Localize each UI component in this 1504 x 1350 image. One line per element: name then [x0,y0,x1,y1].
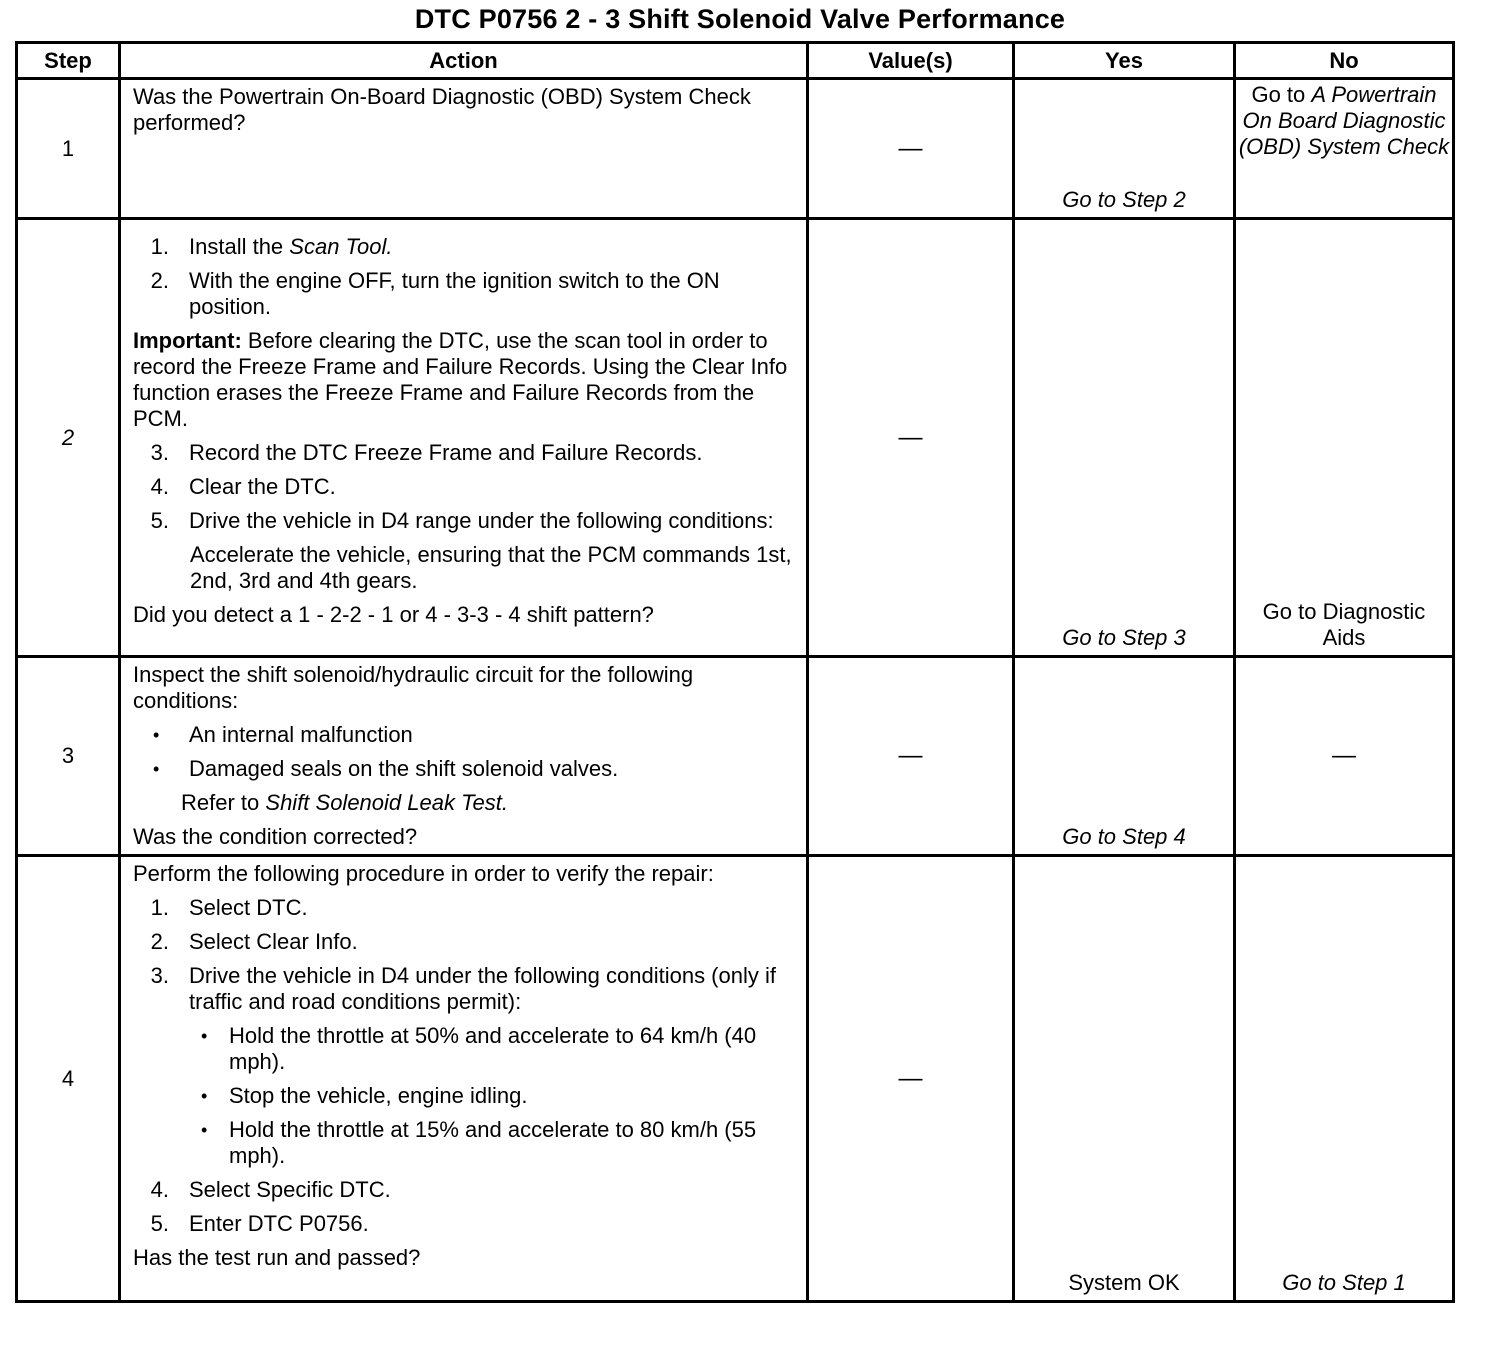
diagnostic-table [15,41,1455,1303]
yes-link[interactable]: Go to Step 3 [1062,625,1186,650]
no-cell: — [1235,657,1454,856]
bullet-item: • Stop the vehicle, engine idling. [201,1083,528,1108]
step-number: 1 [17,79,120,219]
list-item: 1. Select DTC. [150,895,308,920]
list-item: 1. Install the Scan Tool. [150,234,393,259]
table-row [17,219,1454,657]
yes-cell [1014,856,1235,1302]
no-cell [1235,856,1454,1302]
action-question: Has the test run and passed? [133,1245,421,1270]
no-prefix: Go to [1251,82,1306,107]
no-cell [1235,219,1454,657]
header-yes: Yes [1014,43,1235,79]
no-link[interactable]: A Powertrain On Board Diagnostic (OBD) System Check [1238,82,1450,159]
yes-link[interactable]: Go to Step 2 [1062,187,1186,212]
page-title: DTC P0756 2 - 3 Shift Solenoid Valve Performance [414,4,1066,34]
action-cell [120,856,808,1302]
list-item: 3. Drive the vehicle in D4 under the following conditions (only if traffic and road conditions permit): [150,963,776,1014]
bullet-item: • Hold the throttle at 15% and accelerate to 80 km/h (55 mph). [201,1117,757,1168]
bullet-item: • Damaged seals on the shift solenoid valves. [153,756,619,781]
action-question: Did you detect a 1 - 2-2 - 1 or 4 - 3-3 - 4 shift pattern? [133,602,654,627]
table-row [17,79,1454,219]
action-question: Was the condition corrected? [133,824,418,849]
bullet-item: • Hold the throttle at 50% and accelerate to 64 km/h (40 mph). [201,1023,757,1074]
action-question: Was the Powertrain On-Board Diagnostic (OBD) System Check performed? [133,84,751,135]
table-row [17,856,1454,1302]
leak-test-ref[interactable]: Shift Solenoid Leak Test. [265,790,508,815]
scan-tool-ref: Scan Tool. [289,234,393,259]
sub-instruction: Accelerate the vehicle, ensuring that the PCM commands 1st, 2nd, 3rd and 4th gears. [190,542,792,593]
header-action: Action [120,43,808,79]
header-values: Value(s) [808,43,1014,79]
action-cell [120,79,808,219]
list-item: 5. Enter DTC P0756. [150,1211,369,1236]
value-cell: — [808,219,1014,657]
yes-cell [1014,79,1235,219]
step-number: 3 [17,657,120,856]
no-link[interactable]: Go to Diagnostic Aids [1262,599,1426,650]
no-cell [1235,79,1454,219]
value-cell: — [808,79,1014,219]
no-link[interactable]: Go to Step 1 [1282,1270,1406,1295]
value-cell: — [808,856,1014,1302]
list-item: 3. Record the DTC Freeze Frame and Failure Records. [150,440,703,465]
action-intro: Perform the following procedure in order to verify the repair: [133,861,714,886]
important-note: Important: Before clearing the DTC, use the scan tool in order to record the Freeze Frame and Failure Records. Using the Clear Info function erases the Freeze Frame and Failure Records from the PCM. [133,328,788,431]
yes-result: System OK [1068,1270,1180,1295]
action-intro: Inspect the shift solenoid/hydraulic circuit for the following conditions: [133,662,694,713]
yes-link[interactable]: Go to Step 4 [1062,824,1186,849]
list-item: 4. Select Specific DTC. [150,1177,391,1202]
action-cell [120,219,808,657]
list-item: 2. Select Clear Info. [150,929,358,954]
yes-cell [1014,657,1235,856]
header-no: No [1235,43,1454,79]
action-cell [120,657,808,856]
yes-cell [1014,219,1235,657]
table-row [17,657,1454,856]
bullet-item: • An internal malfunction [153,722,413,747]
reference-note: Refer to Shift Solenoid Leak Test. [181,790,508,815]
header-row [17,43,1454,79]
header-step: Step [17,43,120,79]
step-number: 2 [17,219,120,657]
value-cell: — [808,657,1014,856]
list-item: 4. Clear the DTC. [150,474,336,499]
step-number: 4 [17,856,120,1302]
list-item: 2. With the engine OFF, turn the ignition switch to the ON position. [150,268,720,319]
list-item: 5. Drive the vehicle in D4 range under the following conditions: [150,508,774,533]
